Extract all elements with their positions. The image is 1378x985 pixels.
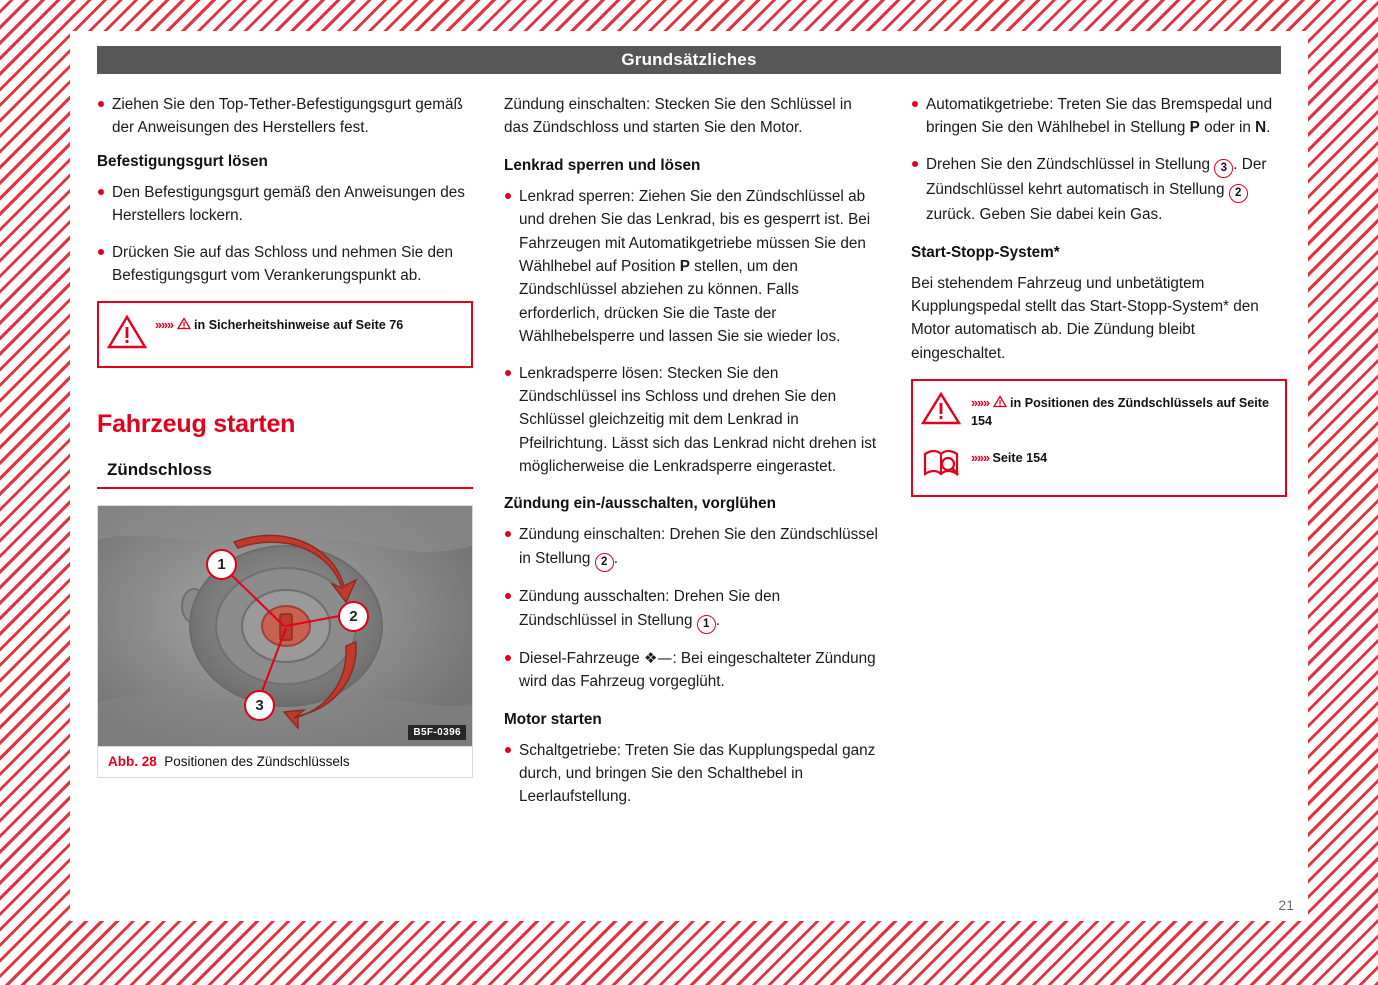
warning-text-2: »»» Seite 154 [971, 451, 1048, 466]
figure-image-code: B5F-0396 [408, 725, 466, 740]
figure-callout-2: 2 [338, 601, 369, 632]
paragraph-zuendschluessel-stellung-3 [911, 153, 1287, 227]
paragraph-gurt-lockern: Den Befestigungsgurt gemäß den Anweisungen des Herstellers lockern. [97, 181, 473, 228]
glow-plug-icon: ❖— [643, 648, 673, 667]
warning-triangle-icon [921, 392, 961, 431]
page-columns [97, 93, 1287, 822]
text-part-b: . Der Zündschlüssel kehrt automatisch in Stellung [926, 155, 1267, 199]
warning-reference-text-2: Seite 154 [992, 451, 1048, 466]
text-part-c: zurück. Geben Sie dabei kein Gas. [926, 206, 1163, 224]
paragraph-start-stopp-beschreibung: Bei stehendem Fahrzeug und unbetätigtem Kupplungspedal stellt das Start-Stopp-System* den Motor automatisch ab. Die Zündung bleibt eingeschaltet. [911, 274, 1259, 362]
warning-box-positionen-zuendschluessel [911, 379, 1287, 497]
paragraph-automatikgetriebe [911, 93, 1287, 140]
paragraph-lenkradsperre-loesen: Lenkradsperre lösen: Stecken Sie den Zündschlüssel ins Schloss und drehen Sie den Schlüssel gleichzeitig mit dem Lenkrad in Pfeilrichtung. Lässt sich das Lenkrad nicht drehen ist möglicherweise die Lenkradsperre eingerastet. [504, 362, 880, 479]
text-part-a: Diesel-Fahrzeuge [519, 649, 644, 667]
text-part-b: . [613, 549, 618, 567]
warning-box-sicherheitshinweise [97, 301, 473, 368]
page-number: 21 [1278, 897, 1294, 913]
warning-row-1 [921, 392, 1275, 431]
small-warning-triangle-icon [177, 317, 191, 330]
warning-triangle-icon [107, 314, 147, 355]
text-part-b: . [715, 611, 720, 629]
paragraph-schloss-druecken: Drücken Sie auf das Schloss und nehmen Sie den Befestigungsgurt vom Verankerungspunkt ab. [97, 241, 473, 288]
text-part-c: . [1266, 119, 1271, 137]
figure-callout-3: 3 [244, 690, 275, 721]
figure-label: Abb. 28 [108, 754, 157, 770]
warning-text-1: »»» in Positionen des Zündschlüssels auf Seite 154 [971, 396, 1269, 429]
figure-callout-1: 1 [206, 549, 237, 580]
heading-start-stopp-system: Start-Stopp-System* [911, 243, 1060, 261]
warning-text: »»» in Sicherheitshinweise auf Seite 76 [155, 318, 404, 333]
column-2 [504, 93, 880, 822]
manual-book-icon [921, 447, 961, 484]
warning-row [155, 314, 461, 334]
circled-number-1: 1 [697, 615, 716, 634]
paragraph-zuendung-ausschalten [504, 585, 880, 634]
text-part-a: Zündung ausschalten: Drehen Sie den Zündschlüssel in Stellung [519, 588, 781, 629]
text-bold-p: P [679, 257, 690, 275]
paragraph-schaltgetriebe: Schaltgetriebe: Treten Sie das Kupplungspedal ganz durch, und bringen Sie den Schalthebel in Leerlaufstellung. [504, 739, 880, 809]
column-1 [97, 93, 473, 822]
text-bold-p: P [1189, 119, 1200, 137]
text-bold-n: N [1255, 119, 1267, 137]
page-header: Grundsätzliches [97, 46, 1281, 74]
figure-caption [98, 746, 472, 777]
text-part-b: : Bei eingeschalteter Zündung wird das Fahrzeug vorgeglüht. [519, 649, 876, 691]
warning-reference-text-1: in Positionen des Zündschlüssels auf Seite 154 [971, 396, 1269, 429]
circled-number-3: 3 [1214, 159, 1233, 178]
circled-number-2: 2 [1229, 184, 1248, 203]
section-title-zuendschloss: Zündschloss [97, 457, 473, 489]
text-part-a: Automatikgetriebe: Treten Sie das Bremspedal und bringen Sie den Wählhebel in Stellung [926, 96, 1273, 137]
paragraph-zuendung-einschalten [504, 523, 880, 572]
paragraph-diesel-vorgluehen [504, 647, 880, 694]
ignition-lock-illustration [98, 506, 472, 746]
column-3 [911, 93, 1287, 822]
heading-zuendung-ein-ausschalten: Zündung ein-/ausschalten, vorglühen [504, 495, 776, 513]
chapter-title-fahrzeug-starten: Fahrzeug starten [97, 410, 296, 439]
paragraph-top-tether: Ziehen Sie den Top-Tether-Befestigungsgurt gemäß der Anweisungen des Herstellers fest. [97, 93, 473, 140]
text-part-a: Zündung einschalten: Drehen Sie den Zündschlüssel in Stellung [519, 526, 878, 567]
figure-caption-text: Positionen des Zündschlüssels [164, 754, 350, 770]
small-warning-triangle-icon [993, 395, 1007, 408]
paragraph-lenkrad-sperren [504, 185, 880, 349]
figure-28 [97, 505, 473, 778]
heading-motor-starten: Motor starten [504, 710, 602, 728]
text-part-b: oder in [1199, 119, 1256, 137]
heading-lenkrad-sperren: Lenkrad sperren und lösen [504, 156, 701, 174]
manual-page [70, 31, 1308, 921]
paragraph-zuendung-einschalten-intro: Zündung einschalten: Stecken Sie den Schlüssel in das Zündschloss und starten Sie den Motor. [504, 96, 852, 137]
circled-number-2: 2 [595, 553, 614, 572]
figure-image-ignition-lock [98, 506, 472, 746]
text-part-a: Drehen Sie den Zündschlüssel in Stellung [926, 155, 1215, 173]
text-part-a: Lenkrad sperren: Ziehen Sie den Zündschlüssel ab und drehen Sie das Lenkrad, bis es gesperrt ist. Bei Fahrzeugen mit Automatikgetriebe müssen Sie den Wählhebel auf Position [519, 187, 871, 275]
warning-reference-text: in Sicherheitshinweise auf Seite 76 [194, 318, 404, 333]
warning-row-2 [921, 447, 1275, 484]
heading-befestigungsgurt-loesen: Befestigungsgurt lösen [97, 152, 268, 170]
text-part-b: stellen, um den Zündschlüssel abziehen zu können. Falls erforderlich, drücken Sie die Taste der Wählhebelsperre und lassen Sie sie wieder los. [519, 257, 841, 346]
